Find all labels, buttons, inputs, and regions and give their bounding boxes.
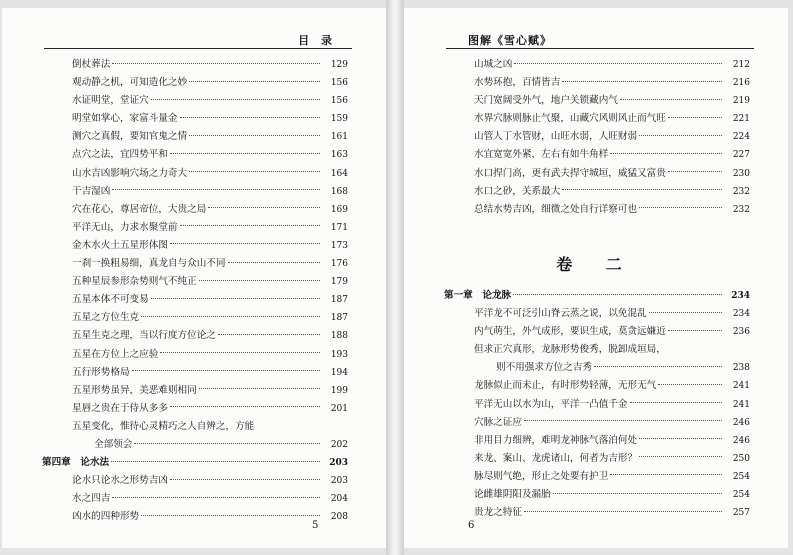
toc-entry xyxy=(42,400,348,418)
toc-entry-title: 平洋无山，力求水聚堂前 xyxy=(72,221,178,233)
toc-entry xyxy=(444,323,750,341)
leader-dots xyxy=(111,460,320,462)
toc-entry-page: 241 xyxy=(732,381,750,392)
toc-entry xyxy=(42,472,348,490)
leader-dots xyxy=(112,62,320,64)
leader-dots xyxy=(189,134,320,136)
leader-dots xyxy=(189,80,320,82)
toc-entry-page: 164 xyxy=(330,168,348,179)
toc-entry-title: 非用目力细辨，难明龙神脉气落泊何处 xyxy=(474,434,638,446)
leader-dots xyxy=(668,329,722,331)
toc-entry-page: 179 xyxy=(330,277,348,288)
leader-dots xyxy=(199,279,320,281)
toc-entry-title: 天门宽阔受外气，地户关锁藏内气 xyxy=(474,95,618,107)
leader-dots xyxy=(151,297,320,299)
leader-dots xyxy=(649,311,722,313)
toc-entry-title: 金木水火土五星形体图 xyxy=(72,239,168,251)
toc-entry xyxy=(444,305,750,323)
toc-entry-title: 但求正穴真形，龙脉形势俊秀，脱卸成垣局， xyxy=(474,344,666,356)
leader-dots xyxy=(562,80,722,82)
toc-entry xyxy=(42,346,348,364)
toc-entry xyxy=(444,377,750,395)
toc-entry-page: 238 xyxy=(732,363,750,374)
toc-entry-page: 168 xyxy=(330,186,348,197)
leader-dots xyxy=(256,424,320,425)
toc-entry-page: 234 xyxy=(731,291,750,301)
toc-entry-title: 论雌雄阴阳及漏胎 xyxy=(474,489,551,501)
toc-entry-title: 水口捍门高，更有武夫捍守城垣，威猛又富贵 xyxy=(474,167,666,179)
toc-entry-page: 129 xyxy=(330,60,348,70)
toc-entry-page: 254 xyxy=(732,471,750,482)
toc-entry xyxy=(444,74,750,92)
toc-entry xyxy=(42,291,348,309)
leader-dots xyxy=(639,206,722,208)
toc-entry-page: 188 xyxy=(330,331,348,342)
leader-dots xyxy=(524,510,722,512)
toc-entry-page: 234 xyxy=(732,309,750,320)
toc-entry xyxy=(444,183,750,201)
toc-entry-title: 山管人丁水管财，山旺水弱，人旺财弱 xyxy=(474,131,638,143)
toc-entry xyxy=(444,359,750,377)
toc-entry-title: 五星形势虽异，美恶难则相同 xyxy=(72,384,197,396)
toc-entry-title: 五星在方位上之应验 xyxy=(72,348,159,360)
leader-dots xyxy=(170,152,320,154)
leader-dots xyxy=(134,442,320,444)
toc-entry-title: 龙脉似止而未止，有时形势轻薄，无形无气 xyxy=(474,380,657,392)
book-gutter xyxy=(386,0,404,555)
toc-list-left xyxy=(42,56,348,526)
toc-entry xyxy=(42,110,348,128)
toc-list-right xyxy=(444,56,750,219)
toc-entry-page: 169 xyxy=(330,204,348,215)
toc-entry-title: 全部领会 xyxy=(94,438,133,450)
leader-dots xyxy=(610,473,722,475)
toc-entry xyxy=(42,364,348,382)
toc-entry xyxy=(42,183,348,201)
toc-entry-title: 干吉湿凶 xyxy=(72,185,111,197)
leader-dots xyxy=(141,315,320,317)
toc-entry-page: 203 xyxy=(329,458,348,469)
toc-entry-title: 水证明堂，堂证穴 xyxy=(72,95,149,107)
toc-entry-title: 五星变化，惟待心灵精巧之人自辨之，方能 xyxy=(72,420,255,432)
toc-entry xyxy=(444,450,750,468)
toc-entry-title: 凶水的四种形势 xyxy=(72,511,140,523)
toc-entry xyxy=(42,436,348,454)
toc-entry-page: 203 xyxy=(330,476,348,487)
left-page xyxy=(2,8,386,548)
leader-dots xyxy=(513,293,722,295)
toc-entry-page: 230 xyxy=(732,168,750,179)
toc-entry xyxy=(444,146,750,164)
leader-dots xyxy=(668,116,722,118)
toc-entry xyxy=(444,201,750,219)
toc-entry-page: 219 xyxy=(732,96,750,107)
leader-dots xyxy=(208,206,320,208)
toc-entry xyxy=(42,255,348,273)
toc-entry-page: 161 xyxy=(330,132,348,143)
toc-entry-page: 194 xyxy=(330,367,348,378)
leader-dots xyxy=(610,152,722,154)
leader-dots xyxy=(514,62,722,64)
toc-entry-page: 187 xyxy=(330,313,348,324)
leader-dots xyxy=(180,116,320,118)
toc-entry xyxy=(444,486,750,504)
toc-entry xyxy=(42,165,348,183)
toc-entry xyxy=(42,418,348,436)
toc-entry-page: 199 xyxy=(330,385,348,396)
toc-entry-title: 一刹一换粗易细，真龙自与众山不同 xyxy=(72,258,226,270)
toc-entry xyxy=(42,201,348,219)
toc-entry-title: 水之四吉 xyxy=(72,493,111,505)
toc-entry-page: 241 xyxy=(732,399,750,410)
leader-dots xyxy=(170,242,320,244)
toc-entry-page: 159 xyxy=(330,114,348,125)
right-page xyxy=(404,8,788,548)
leader-dots xyxy=(160,351,320,353)
toc-entry-title: 第一章 论龙脉 xyxy=(444,290,512,301)
toc-entry xyxy=(42,219,348,237)
toc-entry xyxy=(444,341,750,359)
toc-entry-page: 156 xyxy=(330,96,348,107)
toc-entry-page: 250 xyxy=(732,453,750,464)
toc-entry-title: 穴脉之证应 xyxy=(474,416,522,428)
toc-entry xyxy=(42,382,348,400)
leader-dots xyxy=(228,261,321,263)
toc-entry xyxy=(42,237,348,255)
leader-dots xyxy=(524,419,722,421)
leader-dots xyxy=(180,224,320,226)
toc-entry xyxy=(444,110,750,128)
toc-entry-title: 观动静之机，可知造化之妙 xyxy=(72,77,188,89)
toc-entry-page: 224 xyxy=(732,132,750,143)
toc-entry-title: 五星之方位生克 xyxy=(72,312,140,324)
toc-entry-title: 五行形势格局 xyxy=(72,366,130,378)
toc-entry-page: 236 xyxy=(732,327,750,338)
toc-entry xyxy=(444,128,750,146)
toc-entry xyxy=(444,468,750,486)
toc-entry-title: 来龙、案山、龙虎诸山，何者为吉形？ xyxy=(474,452,638,464)
leader-dots xyxy=(170,478,320,480)
toc-entry xyxy=(42,146,348,164)
toc-list-right-volume2 xyxy=(444,287,750,522)
toc-entry xyxy=(444,165,750,183)
toc-entry-page: 221 xyxy=(732,114,750,125)
toc-entry-page: 176 xyxy=(330,259,348,270)
leader-dots xyxy=(112,496,320,498)
toc-entry-page: 208 xyxy=(330,512,348,523)
toc-entry-title: 水宜宽宽外紧，左右有如牛角样 xyxy=(474,149,609,161)
toc-entry-page: 193 xyxy=(330,349,348,360)
toc-entry-page: 232 xyxy=(732,204,750,215)
toc-entry-title: 点穴之法，宜四势平和 xyxy=(72,149,168,161)
toc-entry-page: 187 xyxy=(330,295,348,306)
leader-dots xyxy=(151,98,320,100)
toc-entry-title: 五星本体不可变易 xyxy=(72,294,149,306)
leader-dots xyxy=(630,401,723,403)
toc-entry-title: 明堂如掌心，家富斗量金 xyxy=(72,113,178,125)
toc-entry-title: 则不用强求方位之吉秀 xyxy=(496,362,592,374)
toc-entry-title: 论水只论水之形势吉凶 xyxy=(72,475,168,487)
page-number: 6 xyxy=(468,520,475,531)
toc-entry xyxy=(42,92,348,110)
toc-entry xyxy=(444,396,750,414)
toc-entry-title: 贵龙之特征 xyxy=(474,507,522,519)
running-header: 图解《雪心赋》 xyxy=(468,34,552,47)
toc-entry-title: 穴在花心，尊居帝位，大贵之局 xyxy=(72,203,207,215)
toc-entry xyxy=(42,327,348,345)
toc-entry-title: 倒杖葬法 xyxy=(72,59,111,70)
toc-entry-title: 测穴之真假，要知官鬼之情 xyxy=(72,131,188,143)
toc-entry xyxy=(42,273,348,291)
leader-dots xyxy=(189,170,320,172)
toc-entry xyxy=(42,128,348,146)
toc-entry xyxy=(42,74,348,92)
toc-entry xyxy=(42,56,348,74)
toc-entry-title: 山城之凶 xyxy=(474,59,513,70)
toc-entry-page: 246 xyxy=(732,435,750,446)
toc-entry-page: 246 xyxy=(732,417,750,428)
toc-entry xyxy=(444,92,750,110)
toc-entry-title: 总结水势吉凶，细微之处自行详察可也 xyxy=(474,203,638,215)
leader-dots xyxy=(639,437,722,439)
toc-entry-title: 水口之砂，关系最大 xyxy=(474,185,561,197)
toc-entry-page: 254 xyxy=(732,490,750,501)
leader-dots xyxy=(668,347,722,348)
leader-dots xyxy=(132,369,320,371)
toc-entry-title: 星唇之贵在于侍从多多 xyxy=(72,402,168,414)
toc-entry-page: 171 xyxy=(330,222,348,233)
leader-dots xyxy=(639,134,722,136)
toc-entry-title: 水势环抱，百情皆吉 xyxy=(474,77,561,89)
toc-entry-page: 163 xyxy=(330,150,348,161)
toc-entry-title: 平洋龙不可泛引山脊云蒸之说，以免混乱 xyxy=(474,308,647,320)
toc-entry-page: 232 xyxy=(732,186,750,197)
header-rule xyxy=(446,48,754,49)
toc-entry-title: 第四章 论水法 xyxy=(42,457,110,469)
toc-entry xyxy=(42,490,348,508)
header-rule xyxy=(44,48,352,49)
toc-entry-page: 201 xyxy=(330,403,348,414)
toc-entry-page: 257 xyxy=(732,508,750,519)
toc-entry-title: 水界穴脉则脉止气聚，山藏穴风则风止而气旺 xyxy=(474,113,666,125)
toc-entry-title: 平洋无山以水为山，平洋一凸值千金 xyxy=(474,398,628,410)
toc-entry xyxy=(42,454,348,472)
toc-entry-page: 202 xyxy=(330,439,348,450)
toc-entry xyxy=(444,414,750,432)
toc-entry-title: 山水吉凶影响穴场之力奇大 xyxy=(72,167,188,179)
leader-dots xyxy=(658,383,722,385)
toc-entry-page: 227 xyxy=(732,150,750,161)
leader-dots xyxy=(562,188,722,190)
toc-entry-title: 五星生克之理，当以行度方位论之 xyxy=(72,330,216,342)
page-number: 5 xyxy=(312,520,319,531)
toc-entry xyxy=(444,432,750,450)
leader-dots xyxy=(218,333,320,335)
leader-dots xyxy=(112,188,320,190)
toc-entry-page: 156 xyxy=(330,78,348,89)
leader-dots xyxy=(620,98,722,100)
toc-entry xyxy=(444,287,750,305)
toc-entry xyxy=(444,504,750,522)
toc-entry-title: 脉尽则气绝，形止之处要有护卫 xyxy=(474,470,609,482)
toc-entry-title: 内气萌生，外气成形，要识生成，莫贪远嫌近 xyxy=(474,326,666,338)
leader-dots xyxy=(141,514,320,516)
leader-dots xyxy=(553,492,722,494)
running-header: 目 录 xyxy=(298,34,336,47)
toc-entry xyxy=(42,508,348,526)
leader-dots xyxy=(170,405,320,407)
toc-entry-title: 五种星辰参形杂势则气不纯正 xyxy=(72,276,197,288)
toc-entry xyxy=(444,56,750,74)
toc-entry-page: 212 xyxy=(732,60,750,70)
leader-dots xyxy=(668,170,722,172)
leader-dots xyxy=(639,455,722,457)
leader-dots xyxy=(594,365,722,367)
toc-entry-page: 216 xyxy=(732,78,750,89)
toc-entry-page: 204 xyxy=(330,494,348,505)
leader-dots xyxy=(199,387,320,389)
toc-entry-page: 173 xyxy=(330,240,348,251)
volume-heading: 卷 二 xyxy=(556,255,636,274)
toc-entry xyxy=(42,309,348,327)
